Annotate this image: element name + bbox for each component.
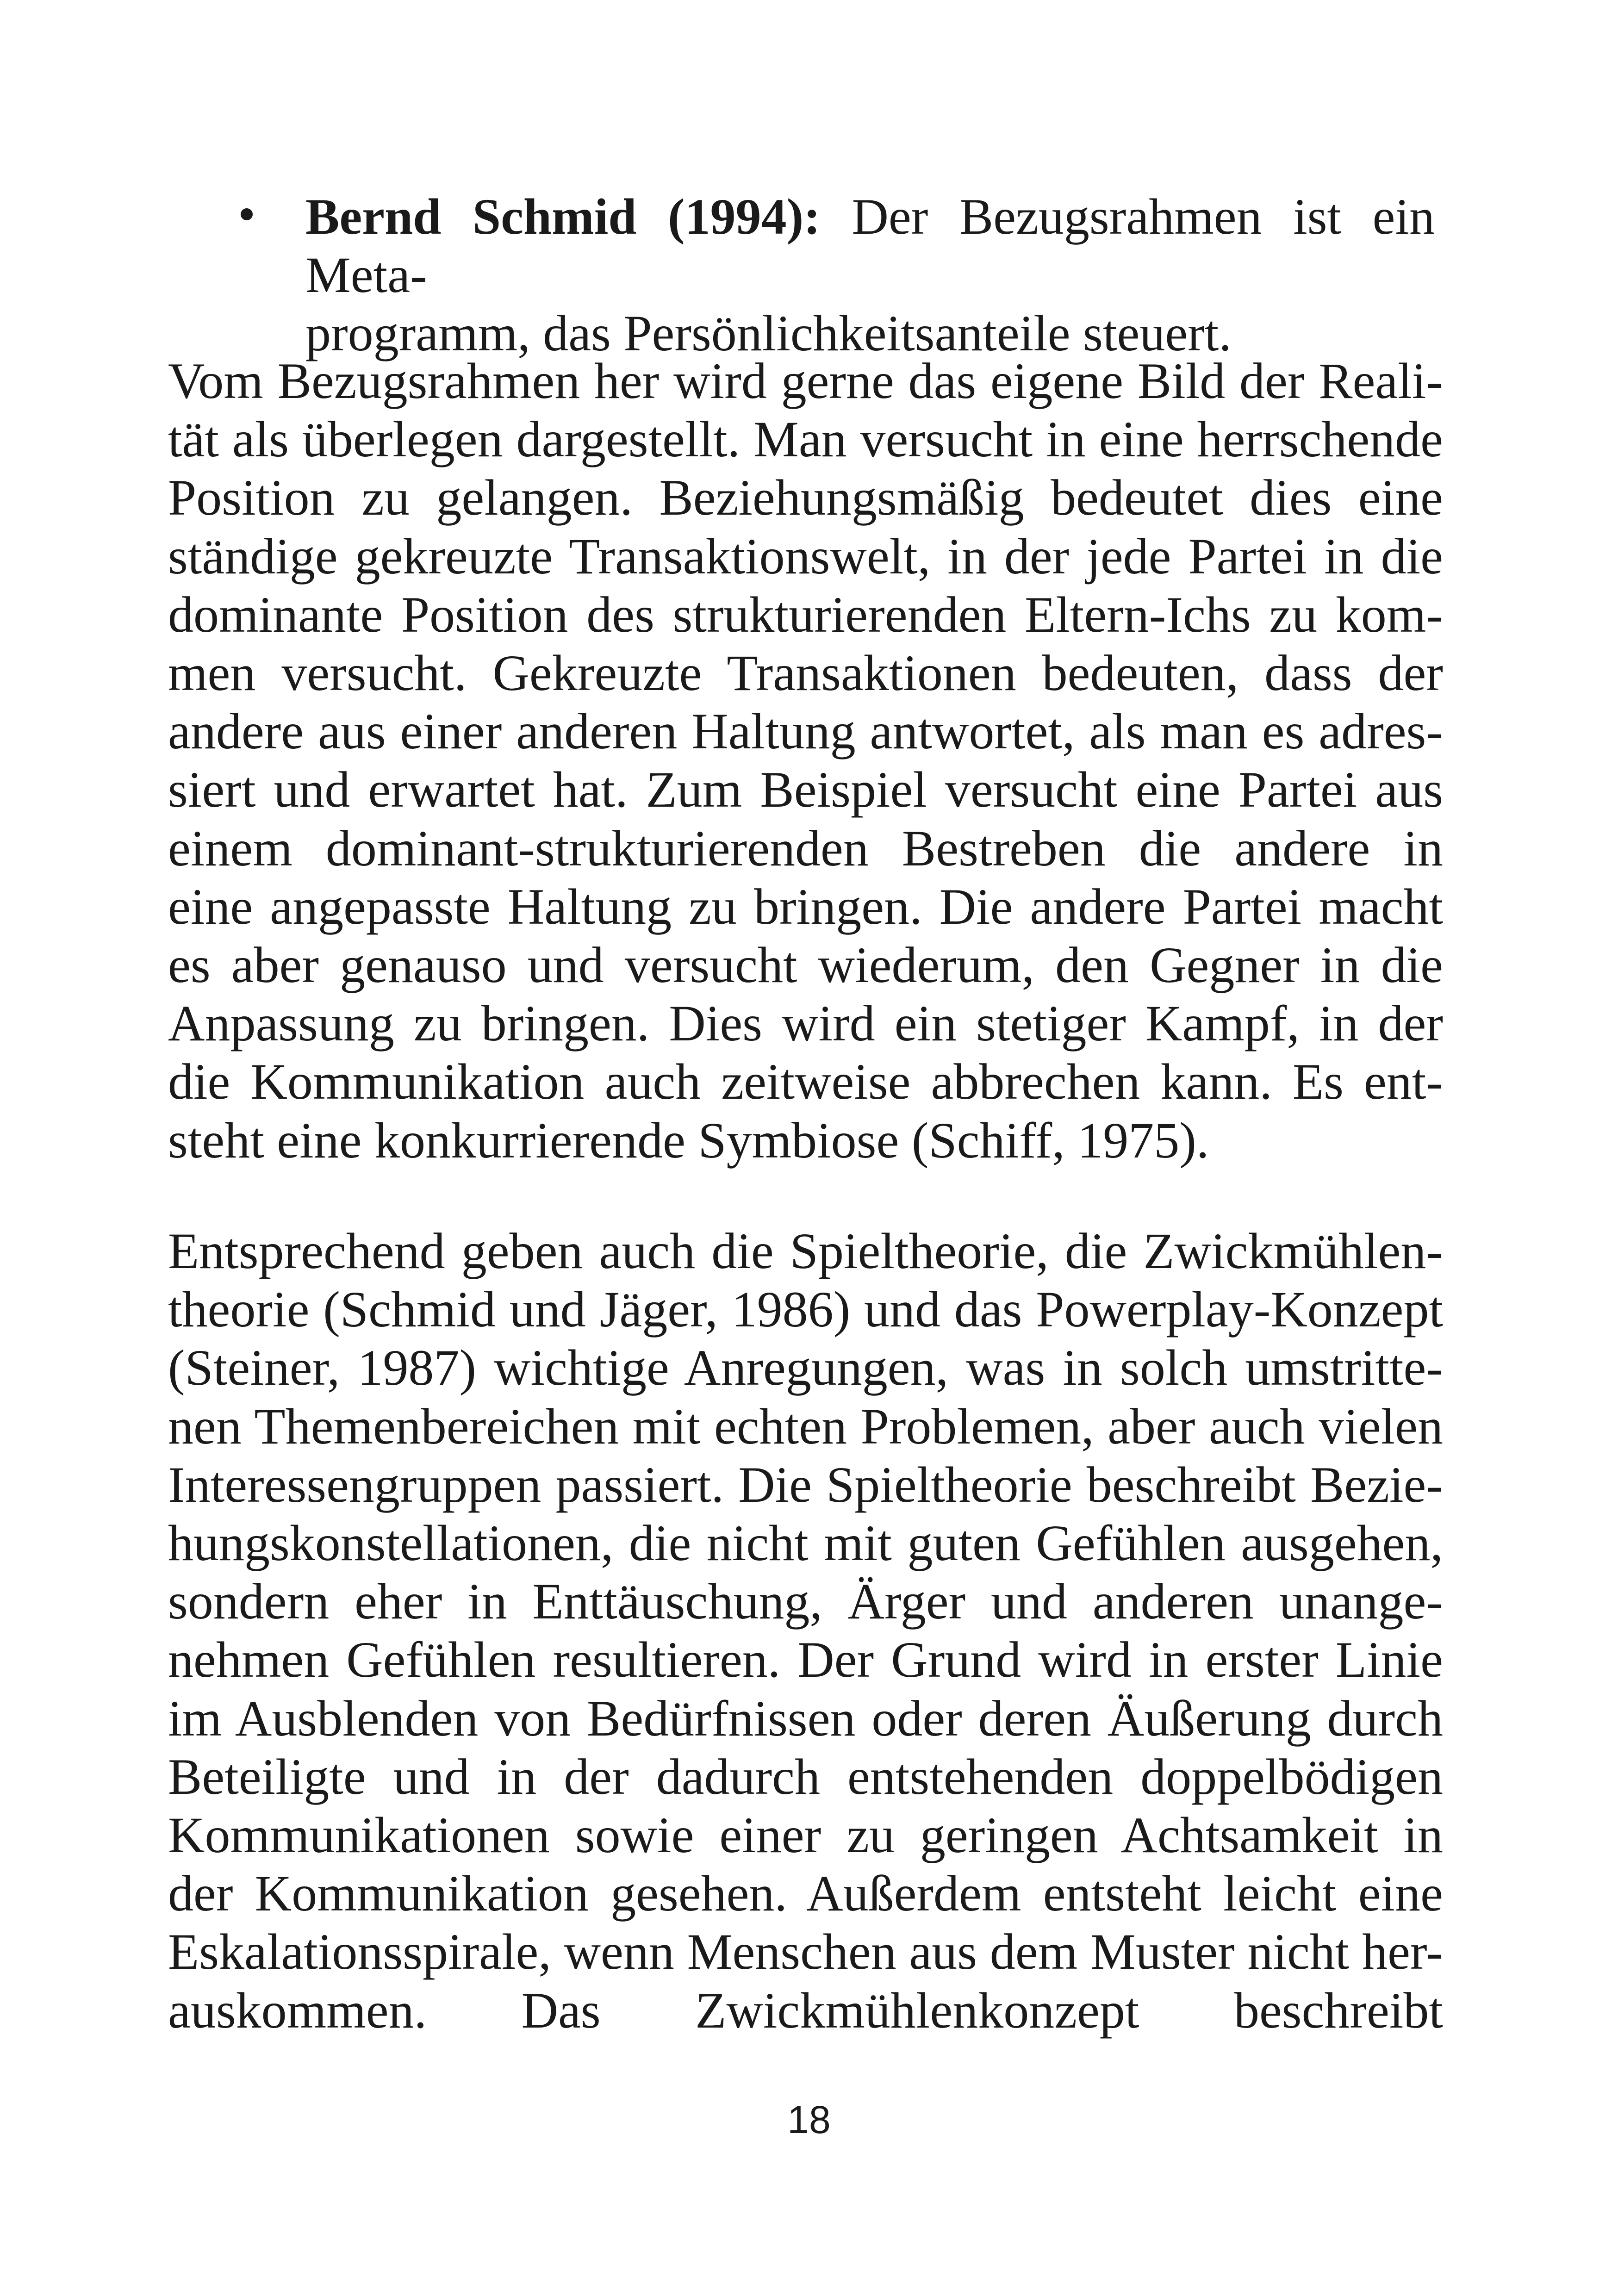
paragraph-1 bbox=[168, 352, 1443, 1170]
text-line: dominante Position des strukturierenden Eltern-Ichs zu kom- bbox=[168, 586, 1443, 643]
text-line: Eskalationsspirale, wenn Menschen aus dem Muster nicht her- bbox=[168, 1923, 1443, 1980]
text-line: Kommunikationen sowie einer zu geringen Achtsamkeit in bbox=[168, 1807, 1443, 1864]
text-line: men versucht. Gekreuzte Transaktionen bedeuten, dass der bbox=[168, 645, 1443, 702]
page-number: 18 bbox=[787, 2098, 831, 2141]
text-line: Beteiligte und in der dadurch entstehenden doppelbödigen bbox=[168, 1748, 1443, 1805]
text-line: steht eine konkurrierende Symbiose (Schiff, 1975). bbox=[168, 1112, 1209, 1169]
text-line: die Kommunikation auch zeitweise abbrechen kann. Es ent- bbox=[168, 1053, 1443, 1110]
text-line: andere aus einer anderen Haltung antwortet, als man es adres- bbox=[168, 703, 1443, 760]
text-line: (Steiner, 1987) wichtige Anregungen, was in solch umstritte- bbox=[168, 1339, 1443, 1396]
text-line: siert und erwartet hat. Zum Beispiel versucht eine Partei aus bbox=[168, 761, 1443, 818]
text-line: Entsprechend geben auch die Spieltheorie, die Zwickmühlen- bbox=[168, 1223, 1443, 1279]
bullet-line: Der Bezugsrahmen ist ein Meta- bbox=[305, 188, 1435, 303]
bullet-line: programm, das Persönlichkeitsanteile steuert. bbox=[305, 305, 1232, 361]
text-line: der Kommunikation gesehen. Außerdem entsteht leicht eine bbox=[168, 1865, 1443, 1922]
paragraph-2 bbox=[168, 1222, 1443, 2040]
bullet-dot-icon bbox=[241, 208, 253, 220]
text-line: Vom Bezugsrahmen her wird gerne das eigene Bild der Reali- bbox=[168, 353, 1443, 409]
text-line: hungskonstellationen, die nicht mit guten Gefühlen ausgehen, bbox=[168, 1515, 1443, 1572]
text-line: theorie (Schmid und Jäger, 1986) und das Powerplay-Konzept bbox=[168, 1281, 1443, 1338]
text-line: es aber genauso und versucht wiederum, den Gegner in die bbox=[168, 937, 1443, 994]
text-line: Position zu gelangen. Beziehungsmäßig bedeutet dies eine bbox=[168, 469, 1443, 526]
text-line: auskommen. Das Zwickmühlenkonzept beschreibt bbox=[168, 1982, 1443, 2039]
text-line: Anpassung zu bringen. Dies wird ein stetiger Kampf, in der bbox=[168, 995, 1443, 1052]
text-line: Interessengruppen passiert. Die Spieltheorie beschreibt Bezie- bbox=[168, 1456, 1443, 1513]
text-line: im Ausblenden von Bedürfnissen oder deren Äußerung durch bbox=[168, 1690, 1443, 1747]
text-line: nehmen Gefühlen resultieren. Der Grund wird in erster Linie bbox=[168, 1631, 1443, 1688]
text-line: tät als überlegen dargestellt. Man versucht in eine herrschende bbox=[168, 411, 1443, 468]
text-line: nen Themenbereichen mit echten Problemen, aber auch vielen bbox=[168, 1398, 1443, 1455]
text-line: sondern eher in Enttäuschung, Ärger und anderen unange- bbox=[168, 1573, 1443, 1630]
bullet-lead: Bernd Schmid (1994): bbox=[305, 188, 821, 245]
text-line: eine angepasste Haltung zu bringen. Die andere Partei macht bbox=[168, 878, 1443, 935]
text-line: ständige gekreuzte Transaktionswelt, in der jede Partei in die bbox=[168, 528, 1443, 585]
bullet-text bbox=[305, 187, 1435, 362]
text-line: einem dominant-strukturierenden Bestreben die andere in bbox=[168, 820, 1443, 877]
